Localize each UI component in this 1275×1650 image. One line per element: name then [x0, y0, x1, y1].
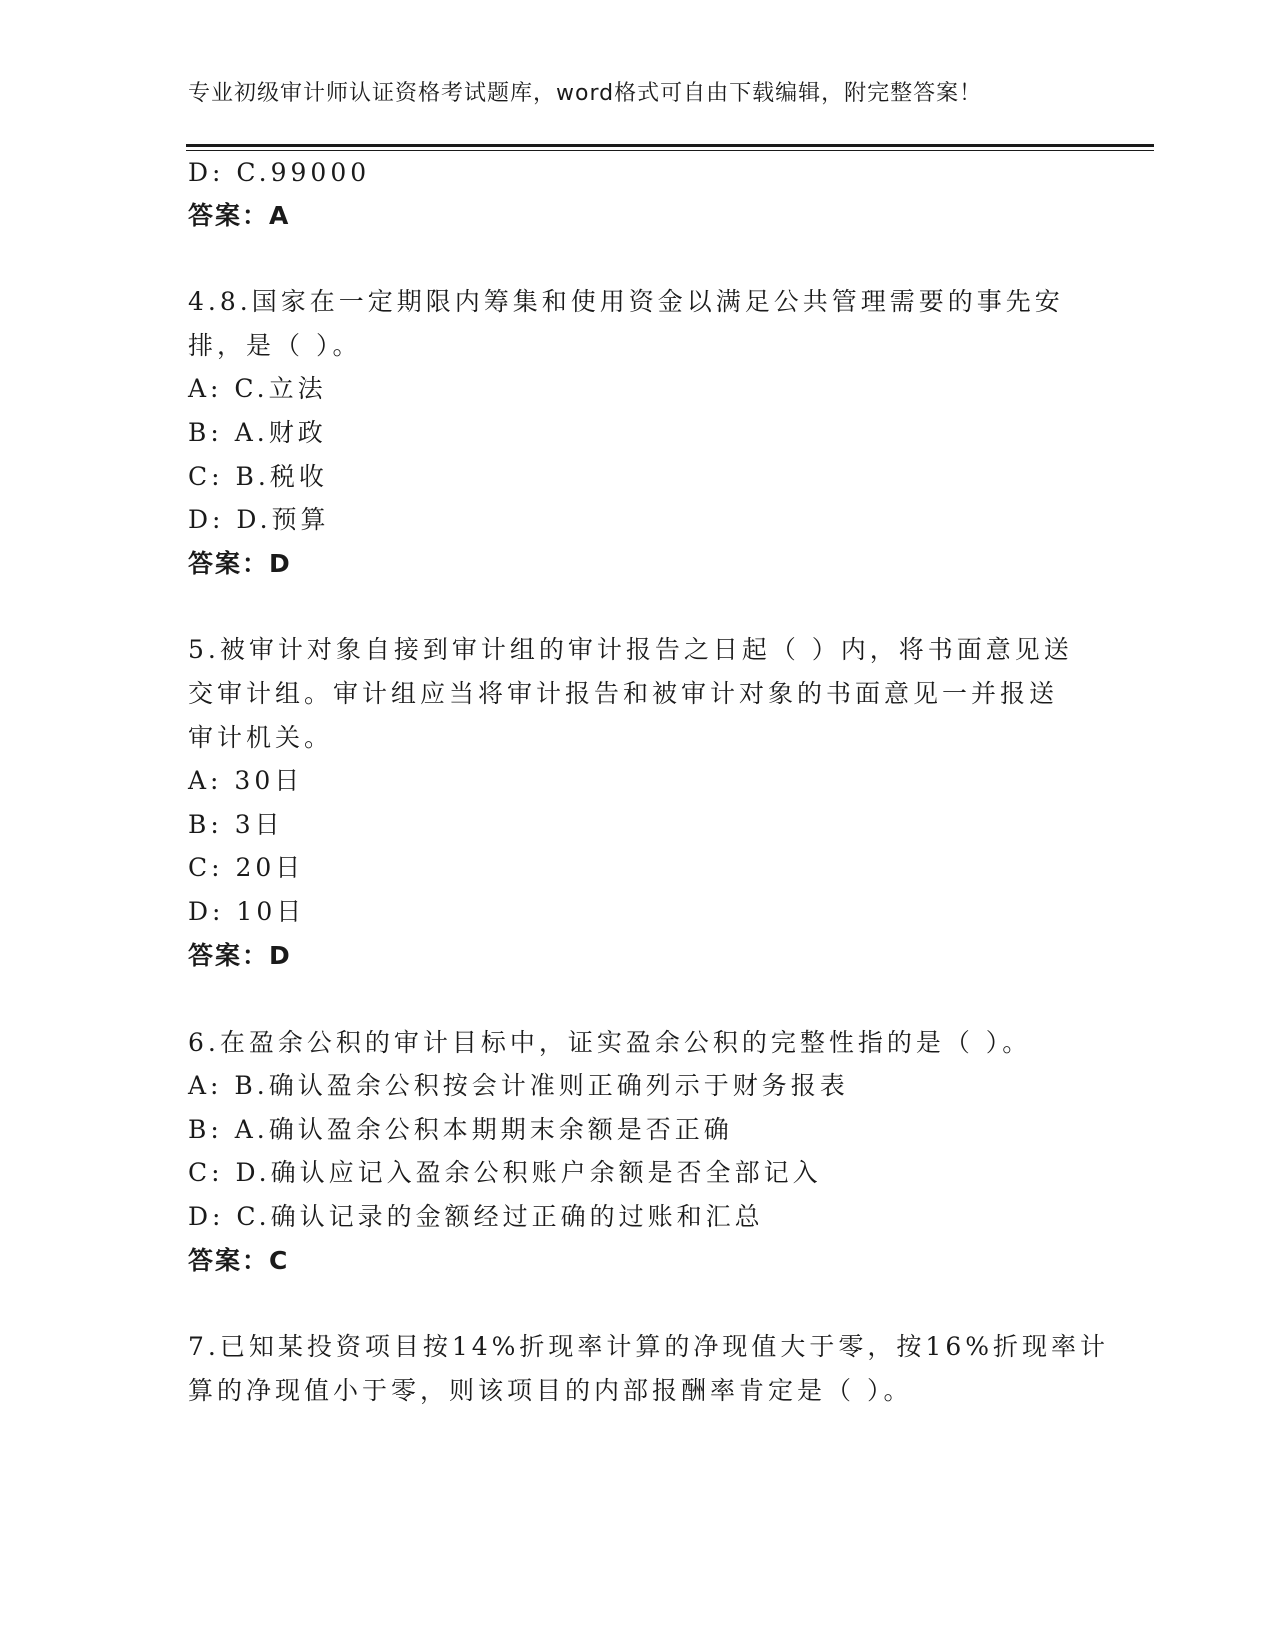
q4-stem-line1: 4.8.国家在一定期限内筹集和使用资金以满足公共管理需要的事先安 [188, 287, 1064, 316]
q4-stem-line2: 排，是（ ）。 [188, 331, 362, 360]
prev-answer: 答案：A [188, 201, 291, 230]
q4-option-c: C: B.税收 [188, 462, 328, 491]
q6-option-c: C: D.确认应记入盈余公积账户余额是否全部记入 [188, 1158, 822, 1187]
q4-option-d: D: D.预算 [188, 505, 330, 534]
q5-option-c: C: 20日 [188, 853, 305, 882]
q4-option-a: A: C.立法 [188, 374, 327, 403]
q6-option-b: B: A.确认盈余公积本期期末余额是否正确 [188, 1115, 733, 1144]
q5-stem-line2: 交审计组。审计组应当将审计报告和被审计对象的书面意见一并报送 [188, 679, 1059, 708]
q4-answer: 答案：D [188, 549, 292, 578]
header-rule-thin [186, 150, 1154, 151]
q5-option-d: D: 10日 [188, 897, 306, 926]
header-rule-thick [186, 144, 1154, 147]
q6-stem-line1: 6.在盈余公积的审计目标中，证实盈余公积的完整性指的是（ ）。 [188, 1028, 1032, 1057]
q6-answer: 答案：C [188, 1246, 290, 1275]
q5-option-a: A: 30日 [188, 766, 304, 795]
q4-option-b: B: A.财政 [188, 418, 327, 447]
q5-answer: 答案：D [188, 941, 292, 970]
q7-stem-line2: 算的净现值小于零，则该项目的内部报酬率肯定是（ ）。 [188, 1376, 913, 1405]
q5-stem-line3: 审计机关。 [188, 723, 334, 752]
prev-option-d: D: C.99000 [188, 158, 371, 187]
q5-stem-line1: 5.被审计对象自接到审计组的审计报告之日起（ ）内，将书面意见送 [188, 635, 1073, 664]
page-header: 专业初级审计师认证资格考试题库，word格式可自由下载编辑，附完整答案！ [188, 81, 983, 106]
q6-option-d: D: C.确认记录的金额经过正确的过账和汇总 [188, 1202, 764, 1231]
q5-option-b: B: 3日 [188, 810, 284, 839]
q7-stem-line1: 7.已知某投资项目按14%折现率计算的净现值大于零，按16%折现率计 [188, 1332, 1109, 1361]
q6-option-a: A: B.确认盈余公积按会计准则正确列示于财务报表 [188, 1071, 849, 1100]
